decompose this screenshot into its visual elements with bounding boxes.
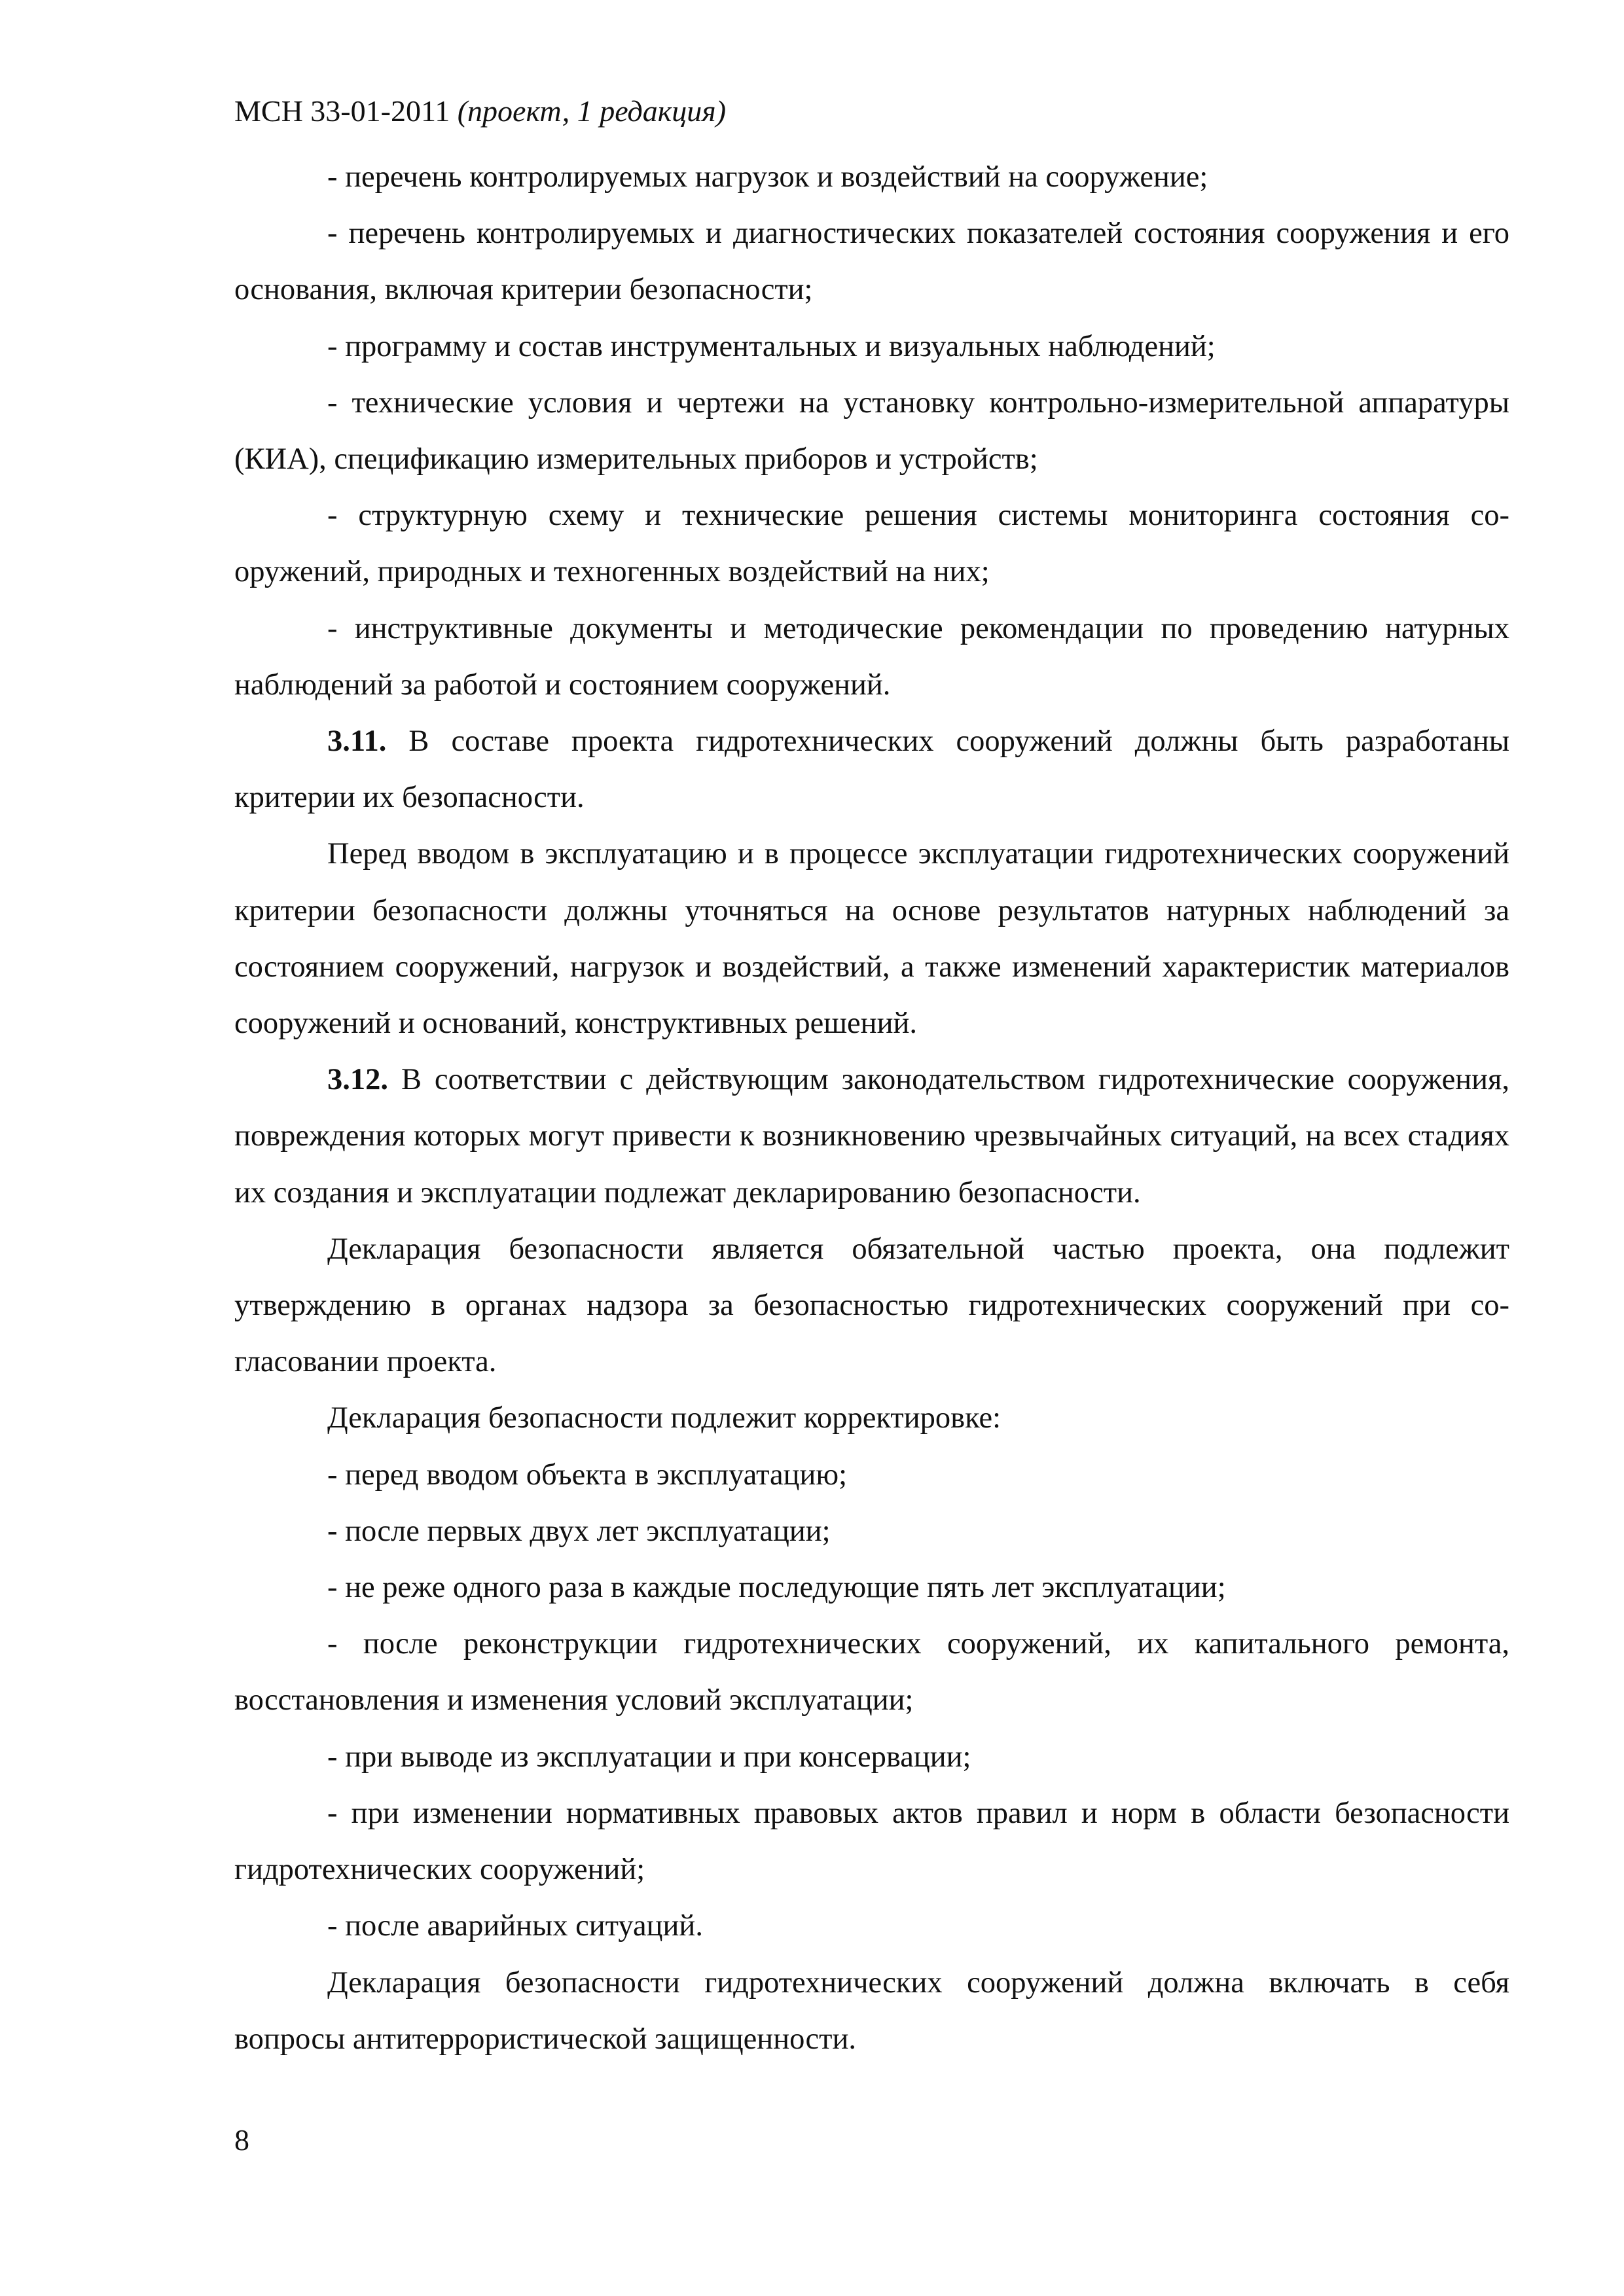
section-number: 3.11. — [327, 725, 387, 759]
list-item: - структурную схему и технические решения системы мониторинга состояния сооружений, природных и техногенных воздействий на них; — [234, 499, 1509, 589]
list-item: - перечень контролируемых нагрузок и воздействий на сооружение; — [327, 160, 1208, 194]
list-item: - при изменении нормативных правовых актов правил и норм в области безопасности гидротехнических сооружений; — [234, 1796, 1509, 1887]
list-item: - при выводе из эксплуатации и при консервации; — [327, 1740, 971, 1774]
page-header — [234, 92, 726, 131]
document-body — [234, 149, 1509, 2068]
list-item: - технические условия и чертежи на установку контрольно-измерительной аппаратуры (КИА), спецификацию измерительных приборов и устройств; — [234, 386, 1509, 476]
document-edition: (проект, 1 редакция) — [457, 94, 727, 128]
section-number: 3.12. — [327, 1063, 388, 1097]
paragraph: Декларация безопасности является обязательной частью проекта, она подлежит утверждению в органах надзора за безопасностью гидротехнических сооружений при согласовании проекта. — [234, 1232, 1509, 1379]
paragraph: Декларация безопасности подлежит корректировке: — [327, 1401, 1001, 1435]
section-paragraph: 3.12. В соответствии с действующим законодательством гидротехнические сооружения, повреждения которых могут привести к возникновению чрезвычайных ситуаций, на всех стадиях их создания и эксплуатации подлежат декларированию безопасности. — [234, 1063, 1509, 1210]
list-item: - не реже одного раза в каждые последующие пять лет эксплуатации; — [327, 1571, 1226, 1605]
list-item: - после первых двух лет эксплуатации; — [327, 1514, 831, 1548]
list-item: - после реконструкции гидротехнических сооружений, их капитального ремонта, восстановления и изменения условий эксплуатации; — [234, 1627, 1509, 1717]
document-code: МСН 33-01-2011 — [234, 94, 450, 128]
paragraph: Декларация безопасности гидротехнических сооружений должна включать в себя вопросы антитеррористической защищенности. — [234, 1965, 1509, 2056]
list-item: - перед вводом объекта в эксплуатацию; — [327, 1458, 848, 1492]
list-item: - инструктивные документы и методические рекомендации по проведению натурных наблюдений за работой и состоянием сооружений. — [234, 611, 1509, 702]
list-item: - программу и состав инструментальных и визуальных наблюдений; — [327, 329, 1216, 363]
list-item: - после аварийных ситуаций. — [327, 1909, 703, 1943]
page-number: 8 — [234, 2123, 249, 2157]
list-item: - перечень контролируемых и диагностических показателей состояния сооружения и его основания, включая критерии безопасности; — [234, 217, 1509, 307]
paragraph: Перед вводом в эксплуатацию и в процессе эксплуатации гидротехнических сооружений критерии безопасности должны уточняться на основе результатов натурных наблюдений за состоянием сооружений, нагрузок и воздействий, а также изменений характеристик материалов сооружений и оснований, конструктивных решений. — [234, 837, 1509, 1041]
section-paragraph: 3.11. В составе проекта гидротехнических сооружений должны быть разработаны критерии их безопасности. — [234, 725, 1509, 815]
